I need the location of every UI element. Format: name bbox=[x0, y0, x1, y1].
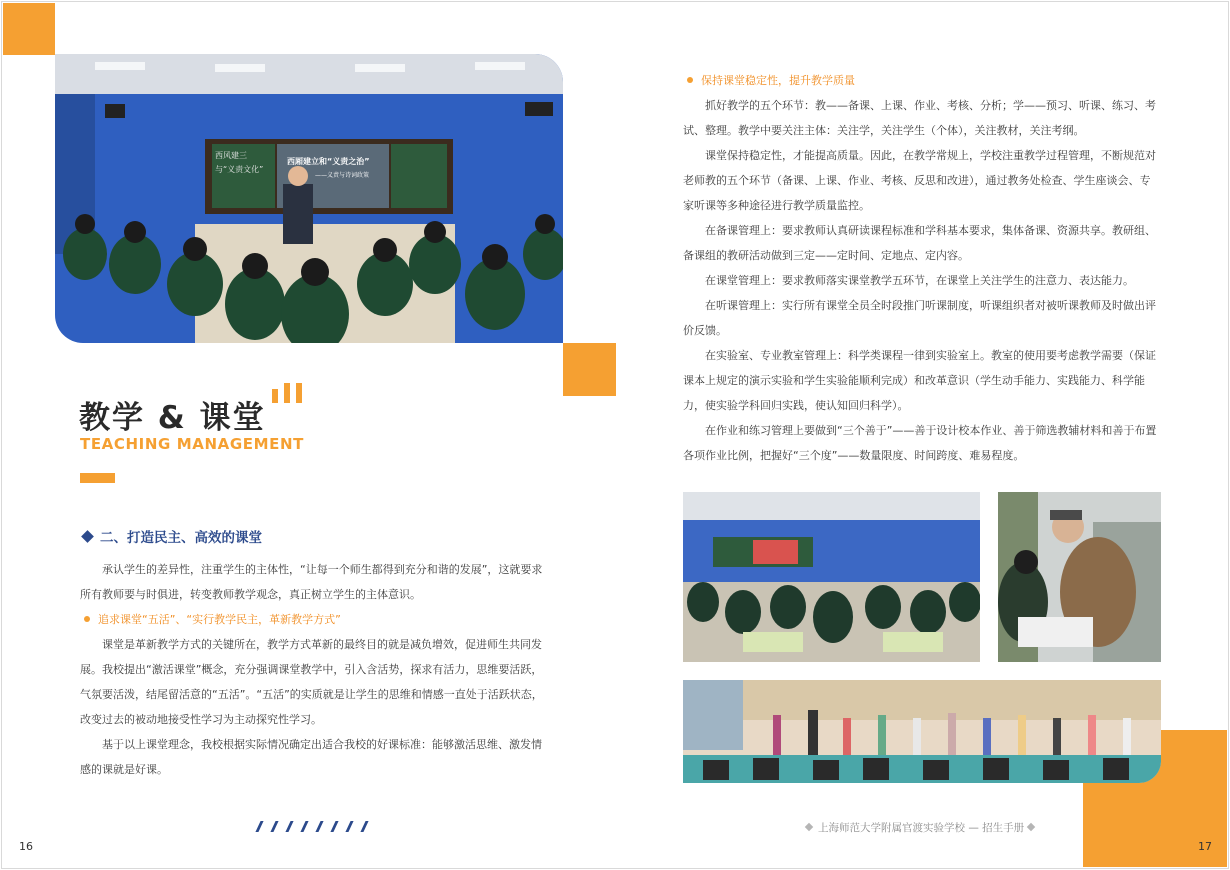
photo-screen-subtitle: ——义责与诗词政策 bbox=[315, 172, 370, 179]
paragraph: 在作业和练习管理上要做到“三个善于”——善于设计校本作业、善于筛选教辅材料和善于布置各项作业比例，把握好“三个度”——数量限度、时间跨度、难易程度。 bbox=[683, 424, 1157, 462]
paragraph: 基于以上课堂理念，我校根据实际情况确定出适合我校的好课标准：能够激活思维、激发情感的课就是好课。 bbox=[80, 738, 542, 776]
bullet-dot-icon bbox=[84, 616, 90, 622]
paragraph: 在课堂管理上：要求教师落实课堂教学五环节，在课堂上关注学生的注意力、表达能力。 bbox=[705, 274, 1134, 287]
page-subtitle: TEACHING MANAGEMENT bbox=[80, 435, 304, 453]
classroom-photo bbox=[55, 54, 563, 343]
paragraph: 在备课管理上：要求教师认真研读课程标准和学科基本要求，集体备课、资源共享。教研组、备课组的教研活动做到三定——定时间、定地点、定内容。 bbox=[683, 224, 1156, 262]
corner-block-top-left bbox=[3, 3, 55, 55]
photo-screen-title: 西厢建立和“义责之治” bbox=[287, 157, 370, 166]
bullet-heading bbox=[683, 68, 1161, 93]
bullet-heading bbox=[80, 607, 546, 632]
paragraph: 课堂保持稳定性，才能提高质量。因此，在教学常规上，学校注重教学过程管理，不断规范对老师教的五个环节（备课、上课、作业、考核、反思和改进），通过教务处检查、学生座谈会、专家听课等多种途径进行教学质量监控。 bbox=[683, 149, 1156, 212]
footer bbox=[802, 820, 1040, 835]
paragraph: 在听课管理上：实行所有课堂全员全时段推门听课制度，听课组织者对被听课教师及时做出评价反馈。 bbox=[683, 299, 1156, 337]
accent-block-left bbox=[563, 343, 616, 396]
title-underline bbox=[80, 473, 115, 483]
bullet-dot-icon bbox=[687, 77, 693, 83]
bullet-text: 追求课堂“五活”、“实行教学民主，革新教学方式” bbox=[98, 613, 341, 626]
footer-text: 上海师范大学附属官渡实验学校 — 招生手册 bbox=[818, 822, 1025, 834]
paragraph: 承认学生的差异性，注重学生的主体性，“让每一个师生都得到充分和谐的发展”，这就要求所有教师要与时俱进，转变教师教学观念，真正树立学生的主体意识。 bbox=[80, 563, 543, 601]
section-heading-text: 二、打造民主、高效的课堂 bbox=[100, 530, 262, 546]
left-body bbox=[80, 557, 546, 782]
paragraph: 课堂是革新教学方式的关键所在，教学方式革新的最终目的就是减负增效，促进师生共同发展。我校提出“激活课堂”概念，充分强调课堂教学中，引入含活势，探求有活力，思维要活跃，气氛要活泼，结尾留活意的“五活”。“五活”的实质就是让学生的思维和情感一直处于活跃状态，改变过去的被动地接受性学习为主动探究性学习。 bbox=[80, 638, 543, 726]
bullet-text: 保持课堂稳定性，提升教学质量 bbox=[701, 74, 855, 87]
diamond-icon bbox=[81, 530, 94, 543]
teacher-photo bbox=[998, 492, 1161, 662]
classroom-photo-2 bbox=[683, 492, 980, 662]
diamond-icon bbox=[1027, 823, 1035, 831]
page-number-right: 17 bbox=[1198, 840, 1212, 853]
right-body bbox=[683, 68, 1161, 468]
section-heading bbox=[80, 526, 262, 546]
page-number-left: 16 bbox=[19, 840, 33, 853]
gym-activity-photo bbox=[683, 680, 1161, 783]
photo-board-text-left-2: 与“义责文化” bbox=[215, 165, 264, 174]
paragraph: 在实验室、专业教室管理上：科学类课程一律到实验室上。教室的使用要考虑教学需要（保证课本上规定的演示实验和学生实验能顺利完成）和改革意识（学生动手能力、实践能力、科学能力，使实验学科回归实践，使认知回归科学）。 bbox=[683, 349, 1156, 412]
paragraph: 抓好教学的五个环节：教——备课、上课、作业、考核、分析；学——预习、听课、练习、考试、整理。教学中要关注主体：关注学，关注学生（个体），关注教材，关注考纲。 bbox=[683, 99, 1156, 137]
page-title: 教学 & 课堂 bbox=[79, 400, 266, 436]
diamond-icon bbox=[805, 823, 813, 831]
photo-board-text-left: 西风建三 bbox=[215, 151, 247, 160]
